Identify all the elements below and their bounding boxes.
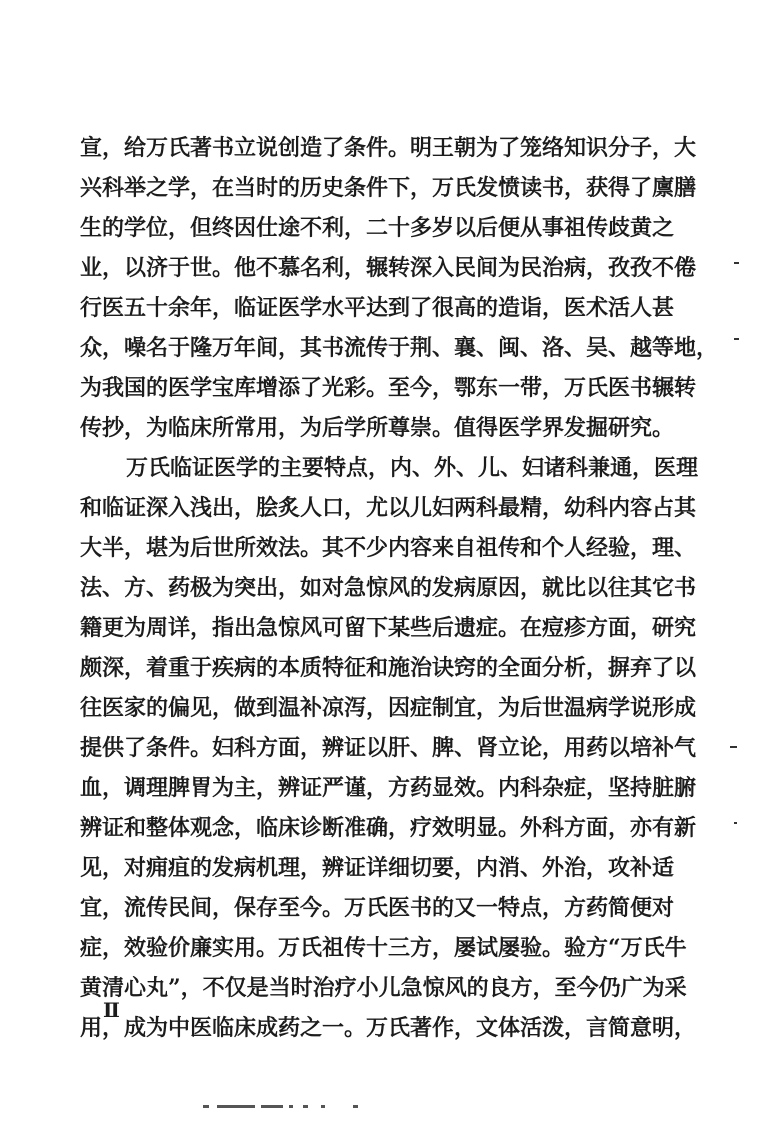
text-line: 万氏临证医学的主要特点，内、外、儿、妇诸科兼通，医理 bbox=[126, 455, 699, 481]
text-line: 和临证深入浅出，脍炙人口，尤以儿妇两科最精，幼科内容占其 bbox=[80, 495, 697, 521]
scan-artifact bbox=[203, 1102, 363, 1110]
paragraph-1 bbox=[80, 128, 719, 448]
text-line: 生的学位，但终因仕途不利，二十多岁以后便从事祖传歧黄之 bbox=[80, 215, 675, 241]
paragraph-2 bbox=[80, 448, 699, 1048]
page-number: Ⅱ bbox=[103, 998, 120, 1022]
text-line: 籍更为周详，指出急惊风可留下某些后遗症。在痘疹方面，研究 bbox=[80, 615, 697, 641]
margin-mark bbox=[730, 746, 737, 748]
text-line: 行医五十余年，临证医学水平达到了很高的造诣，医术活人甚 bbox=[80, 295, 675, 321]
text-line: 见，对痈疽的发病机理，辨证详细切要，内消、外治，攻补适 bbox=[80, 855, 675, 881]
text-line: 血，调理脾胃为主，辨证严谨，方药显效。内科杂症，坚持脏腑 bbox=[80, 775, 697, 801]
text-line: 提供了条件。妇科方面，辨证以肝、脾、肾立论，用药以培补气 bbox=[80, 735, 697, 761]
margin-mark bbox=[734, 338, 739, 340]
text-line: 业，以济于世。他不慕名利，辗转深入民间为民治病，孜孜不倦 bbox=[80, 255, 697, 281]
text-line: 症，效验价廉实用。万氏祖传十三方，屡试屡验。验方“万氏牛 bbox=[80, 935, 687, 961]
text-line: 传抄，为临床所常用，为后学所尊崇。值得医学界发掘研究。 bbox=[80, 415, 675, 441]
body-text bbox=[80, 128, 719, 1048]
text-line: 为我国的医学宝库增添了光彩。至今，鄂东一带，万氏医书辗转 bbox=[80, 375, 697, 401]
text-line: 众，噪名于隆万年间，其书流传于荆、襄、闽、洛、吴、越等地， bbox=[80, 335, 719, 361]
margin-mark bbox=[734, 822, 737, 824]
margin-mark bbox=[734, 262, 739, 264]
text-line: 大半，堪为后世所效法。其不少内容来自祖传和个人经验，理、 bbox=[80, 535, 697, 561]
text-line: 法、方、药极为突出，如对急惊风的发病原因，就比以往其它书 bbox=[80, 575, 697, 601]
text-line: 往医家的偏见，做到温补凉泻，因症制宜，为后世温病学说形成 bbox=[80, 695, 697, 721]
text-line: 宜，流传民间，保存至今。万氏医书的又一特点，方药简便对 bbox=[80, 895, 675, 921]
text-line: 颇深，着重于疾病的本质特征和施治诀窍的全面分析，摒弃了以 bbox=[80, 655, 697, 681]
text-line: 辨证和整体观念，临床诊断准确，疗效明显。外科方面，亦有新 bbox=[80, 815, 697, 841]
text-line: 黄清心丸”，不仅是当时治疗小儿急惊风的良方，至今仍广为采 bbox=[80, 975, 687, 1001]
text-line: 兴科举之学，在当时的历史条件下，万氏发愤读书，获得了廪膳 bbox=[80, 175, 697, 201]
text-line: 用，成为中医临床成药之一。万氏著作，文体活泼，言简意明， bbox=[80, 1015, 697, 1041]
text-line: 宣，给万氏著书立说创造了条件。明王朝为了笼络知识分子，大 bbox=[80, 135, 697, 161]
